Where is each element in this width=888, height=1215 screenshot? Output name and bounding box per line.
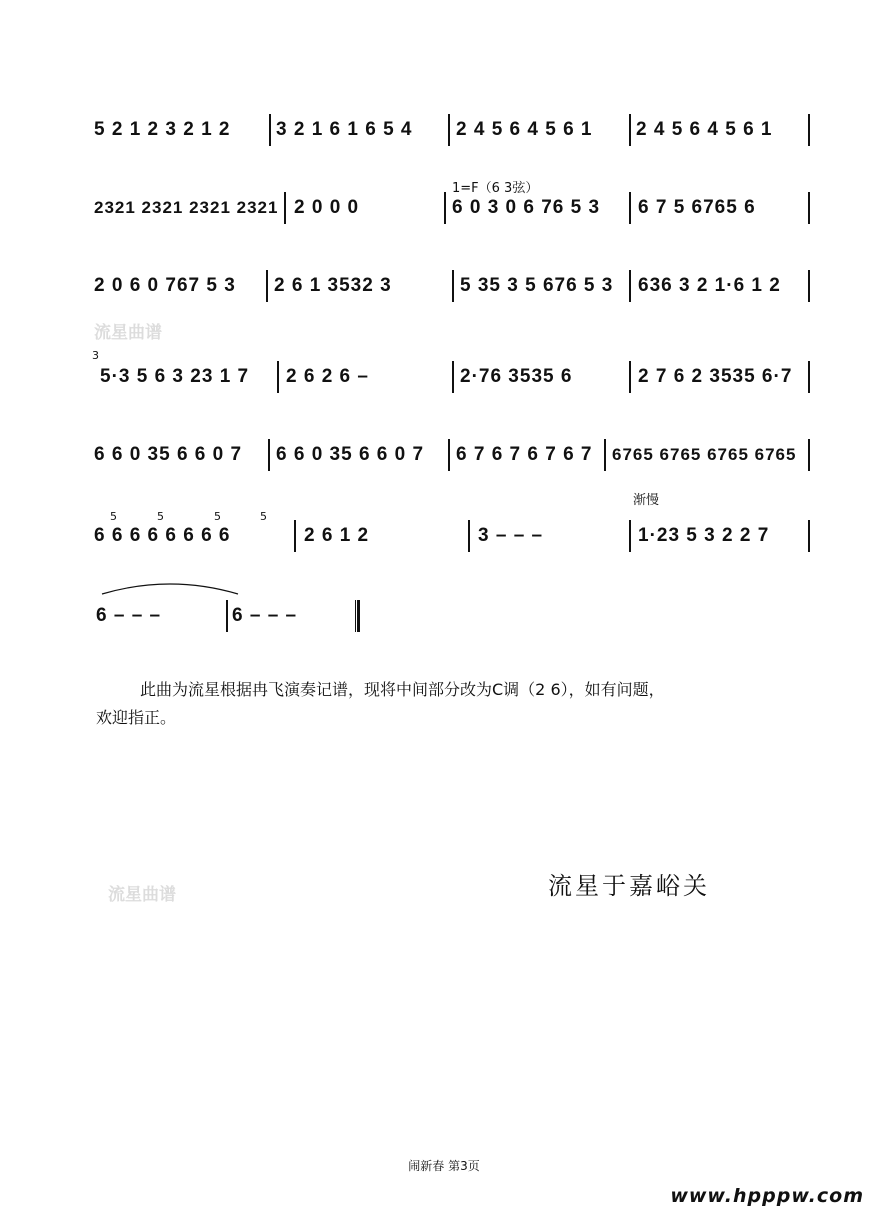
barline — [268, 439, 270, 471]
measure: 6 7 5 6765 6 — [638, 197, 756, 218]
final-barline — [355, 600, 360, 632]
score-row-2 — [92, 188, 816, 228]
signature: 流星于嘉峪关 — [548, 872, 710, 900]
score-row-1 — [92, 110, 816, 150]
barline — [269, 114, 271, 146]
score-row-7 — [92, 596, 816, 636]
grace-note: 5 — [110, 510, 117, 523]
barline — [629, 520, 631, 552]
measure: 6765 6765 6765 6765 — [612, 445, 797, 464]
barline — [629, 192, 631, 224]
measure: 5 2 1 2 3 2 1 2 — [94, 119, 231, 140]
note-line-2: 欢迎指正。 — [96, 708, 177, 727]
measure: 2·76 3535 6 — [460, 366, 573, 387]
measure: 6 0 3 0 6 76 5 3 — [452, 197, 601, 218]
measure: 2 0 6 0 767 5 3 — [94, 275, 236, 296]
measure: 6 6 0 35 6 6 0 7 — [276, 444, 425, 465]
barline — [629, 114, 631, 146]
grace-note: 5 — [260, 510, 267, 523]
barline — [808, 192, 810, 224]
measure: 2 4 5 6 4 5 6 1 — [456, 119, 593, 140]
measure: 1·23 5 3 2 2 7 — [638, 525, 770, 546]
barline — [604, 439, 606, 471]
barline — [808, 270, 810, 302]
barline — [629, 270, 631, 302]
barline — [448, 114, 450, 146]
score-row-5 — [92, 435, 816, 475]
measure: 6 6 6 6 6 6 6 6 — [94, 525, 231, 546]
score-row-3 — [92, 266, 816, 306]
watermark: 流星曲谱 — [94, 323, 162, 343]
measure: 6 – – – — [96, 605, 162, 626]
site-url[interactable]: www.hpppw.com — [670, 1185, 864, 1207]
key-change-mark: 1=F（6 3弦） — [452, 181, 539, 196]
score-row-6 — [92, 516, 816, 556]
measure: 2 7 6 2 3535 6·7 — [638, 366, 793, 387]
watermark: 流星曲谱 — [108, 885, 176, 905]
barline — [452, 361, 454, 393]
measure: 5·3 5 6 3 23 1 7 — [100, 366, 250, 387]
barline — [226, 600, 228, 632]
barline — [452, 270, 454, 302]
barline — [808, 520, 810, 552]
barline — [808, 114, 810, 146]
measure: 2 6 1 3532 3 — [274, 275, 392, 296]
note-line-1: 此曲为流星根据冉飞演奏记谱，现将中间部分改为C调（2 6），如有问题， — [140, 680, 665, 699]
measure: 6 6 0 35 6 6 0 7 — [94, 444, 243, 465]
barline — [808, 361, 810, 393]
grace-note: 5 — [157, 510, 164, 523]
barline — [808, 439, 810, 471]
barline — [284, 192, 286, 224]
measure: 3 – – – — [478, 525, 544, 546]
measure: 6 – – – — [232, 605, 298, 626]
grace-note: 5 — [214, 510, 221, 523]
score-row-4 — [92, 357, 816, 397]
barline — [468, 520, 470, 552]
slur-mark — [100, 578, 240, 596]
grace-note: 3 — [92, 349, 99, 362]
barline — [444, 192, 446, 224]
barline — [448, 439, 450, 471]
transcription-note — [96, 676, 816, 732]
tempo-mark: 渐慢 — [633, 493, 660, 508]
measure: 2321 2321 2321 2321 — [94, 198, 279, 217]
measure: 2 0 0 0 — [294, 197, 360, 218]
measure: 2 6 2 6 – — [286, 366, 369, 387]
page-footer: 闹新春 第3页 — [408, 1159, 480, 1173]
measure: 3 2 1 6 1 6 5 4 — [276, 119, 413, 140]
measure: 2 6 1 2 — [304, 525, 370, 546]
measure: 2 4 5 6 4 5 6 1 — [636, 119, 773, 140]
measure: 6 7 6 7 6 7 6 7 — [456, 444, 593, 465]
measure: 636 3 2 1·6 1 2 — [638, 275, 781, 296]
barline — [277, 361, 279, 393]
measure: 5 35 3 5 676 5 3 — [460, 275, 614, 296]
barline — [629, 361, 631, 393]
barline — [294, 520, 296, 552]
barline — [266, 270, 268, 302]
